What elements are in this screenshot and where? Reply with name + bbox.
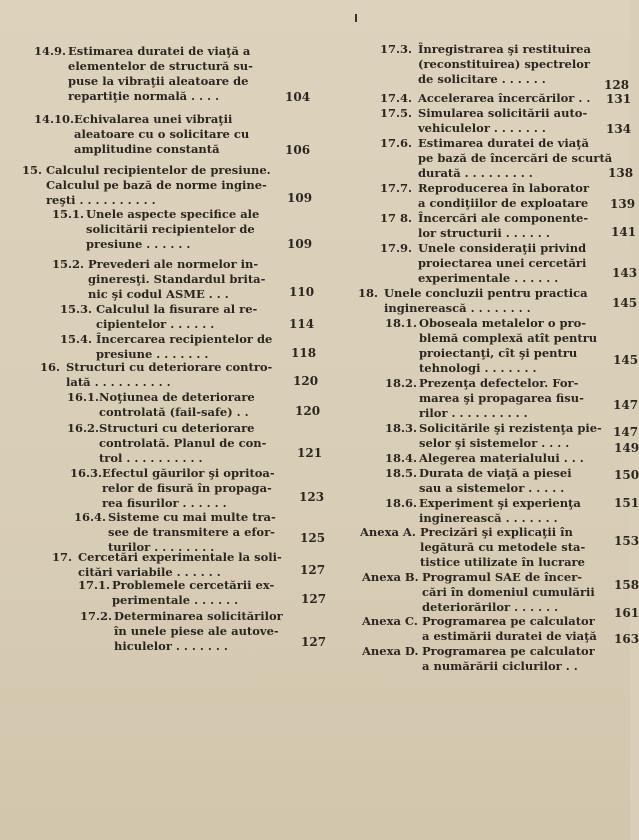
page-number: 125 (300, 531, 326, 545)
page-number: 106 (285, 143, 311, 157)
entry-title: Unele concluzii pentru practica inginerească . . . . . . . . (384, 286, 588, 315)
page-number: 138 (608, 166, 634, 180)
page-number: 153 (614, 534, 639, 548)
page-number: 128 (604, 78, 630, 92)
page-number: 123 (299, 490, 325, 504)
page-number: 158 (614, 578, 639, 592)
page-number: 121 (297, 446, 323, 460)
page-number: 131 (606, 92, 632, 106)
entry-number: 18.2. (385, 376, 418, 390)
entry-number: 15.4. (60, 332, 93, 346)
entry-number: 17. (52, 550, 73, 564)
entry-number: 16. (40, 360, 61, 374)
entry-title: Încercarea recipientelor de presiune . . . . . . . (96, 332, 273, 361)
entry-title: Problemele cercetării ex- perimentale . . . . . . (112, 578, 275, 607)
entry-number: 17.3. (380, 42, 413, 56)
entry-number: 14.10. (34, 112, 75, 126)
entry-number: 15.2. (52, 257, 85, 271)
entry-number: 18. (358, 286, 379, 300)
entry-title: Simularea solicitării auto- vehiculelor . . . . . . . (418, 106, 588, 135)
page-number: 109 (287, 237, 313, 251)
entry-number: 15.1. (52, 207, 85, 221)
entry-title: Cercetări experimentale la soli- citări variabile . . . . . . (78, 550, 282, 579)
entry-number: 15.3. (60, 302, 93, 316)
entry-title: Structuri cu deteriorare controlată. Planul de con- trol . . . . . . . . . . (99, 421, 267, 465)
entry-number: 17 8. (380, 211, 413, 225)
page-number: 150 (614, 468, 639, 482)
page-number: 151 (614, 496, 639, 510)
entry-title: Structuri cu deteriorare contro- lată . . . . . . . . . . (66, 360, 273, 389)
entry-number: Anexa B. (362, 570, 419, 584)
page-number: 145 (612, 296, 638, 310)
entry-number: 14.9. (34, 44, 67, 58)
page-number: 143 (612, 266, 638, 280)
entry-number: 18.3. (385, 421, 418, 435)
page-number: 120 (293, 374, 319, 388)
page-number: 163 (614, 632, 639, 646)
entry-number: 15. (22, 163, 43, 177)
entry-title: Calculul la fisurare al re- cipientelor . . . . . . (96, 302, 258, 331)
entry-title: Estimarea duratei de viaţă pe bază de încercări de scurtă durată . . . . . . . . . (418, 136, 613, 180)
entry-title: Calculul recipientelor de presiune. Calculul pe bază de norme ingine- reşti . . . . . . . . . . (46, 163, 271, 207)
entry-number: Anexa C. (362, 614, 418, 628)
entry-number: 18.5. (385, 466, 418, 480)
entry-title: Echivalarea unei vibraţii aleatoare cu o solicitare cu amplitudine constantă (74, 112, 250, 156)
entry-number: Anexa A. (360, 525, 416, 539)
page-number: 147 (613, 398, 639, 412)
entry-number: 18.4. (385, 451, 418, 465)
entry-number: 16.1. (67, 390, 100, 404)
entry-title: Încercări ale componente- lor structurii . . . . . . (418, 211, 589, 240)
entry-title: Solicitările şi rezistenţa pie- selor şi sistemelor . . . . (419, 421, 602, 450)
entry-number: 17.7. (380, 181, 413, 195)
page-number: 134 (606, 122, 632, 136)
entry-number: Anexa D. (362, 644, 419, 658)
page-number: 120 (295, 404, 321, 418)
entry-title: Sisteme cu mai multe tra- see de transmitere a efor- turilor . . . . . . . . (108, 510, 276, 554)
page-number: 141 (611, 225, 637, 239)
entry-title: Reproducerea în laborator a condiţiilor de exploatare (418, 181, 590, 210)
entry-title: Programarea pe calculator a numărării ciclurilor . . (422, 644, 595, 673)
entry-title: Oboseala metalelor o pro- blemă complexă atît pentru proiectanţi, cît şi pentru tehnologi . . . . . . . (419, 316, 598, 375)
page-number: 145 (613, 353, 639, 367)
page-number: 110 (289, 285, 315, 299)
entry-number: 16.2. (67, 421, 100, 435)
entry-title: Prezenţa defectelor. For- marea şi propagarea fisu- rilor . . . . . . . . . . (419, 376, 584, 420)
entry-title: Experiment şi experienţa inginerească . . . . . . . (419, 496, 581, 525)
entry-number: 17.5. (380, 106, 413, 120)
entry-number: 16.3. (70, 466, 103, 480)
page-number: 147 (613, 425, 639, 439)
entry-number: 17.4. (380, 91, 413, 105)
entry-number: 17.1. (78, 578, 111, 592)
page-number: 139 (610, 197, 636, 211)
page-number: 149 (614, 441, 639, 455)
entry-title: Unele consideraţii privind proiectarea unei cercetări experimentale . . . . . . (418, 241, 587, 285)
entry-title: Programul SAE de încer- cări în domeniul cumulării deteriorărilor . . . . . . (422, 570, 595, 614)
page-number: 127 (301, 635, 327, 649)
page-number: 114 (289, 317, 315, 331)
entry-number: 17.9. (380, 241, 413, 255)
entry-number: 17.6. (380, 136, 413, 150)
entry-number: 16.4. (74, 510, 107, 524)
entry-title: Efectul găurilor şi opritoa- relor de fisură în propaga- rea fisurilor . . . . . . (102, 466, 275, 510)
entry-title: Unele aspecte specifice ale solicitării recipientelor de presiune . . . . . . (86, 207, 260, 251)
entry-number: 18.1. (385, 316, 418, 330)
page-number: 104 (285, 90, 311, 104)
page-number: 127 (301, 592, 327, 606)
page-number: 161 (614, 606, 639, 620)
entry-number: 18.6. (385, 496, 418, 510)
entry-title: Programarea pe calculator a estimării duratei de viaţă (422, 614, 597, 643)
entry-title: Înregistrarea şi restituirea (reconstituirea) spectrelor de solicitare . . . . . . (418, 42, 591, 86)
page-number: 118 (291, 346, 317, 360)
page-number: 109 (287, 191, 313, 205)
entry-title: Estimarea duratei de viaţă a elementelor de structură su- puse la vibraţii aleatoare de repartiţie normală . . . . (68, 44, 253, 103)
entry-title: Precizări şi explicaţii în legătură cu metodele sta- tistice utilizate în lucrare (420, 525, 586, 569)
page-number: 127 (300, 563, 326, 577)
entry-title: Prevederi ale normelor in- gineresţi. Standardul brita- nic şi codul ASME . . . (88, 257, 266, 301)
entry-title: Determinarea solicitărilor în unele piese ale autove- hiculelor . . . . . . . (114, 609, 283, 653)
entry-title: Noţiunea de deteriorare controlată (fail-safe) . . (99, 390, 255, 419)
entry-title: Durata de viaţă a piesei sau a sistemelor . . . . . (419, 466, 572, 495)
entry-number: 17.2. (80, 609, 113, 623)
entry-title: Accelerarea încercărilor . . (418, 91, 591, 105)
entry-title: Alegerea materialului . . . (419, 451, 584, 465)
